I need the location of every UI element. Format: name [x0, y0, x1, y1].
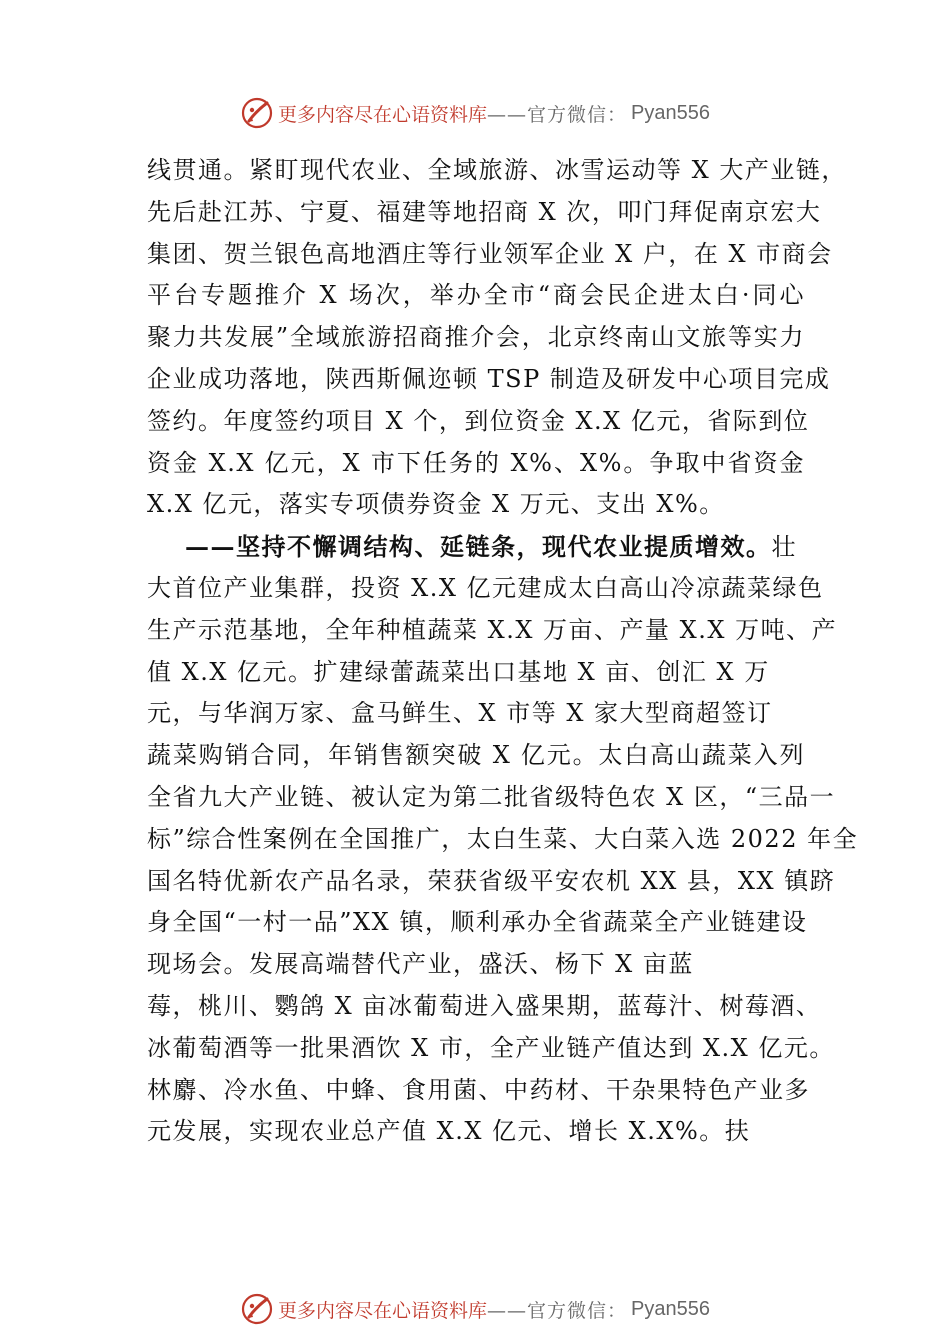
text-line: 值 X.X 亿元。扩建绿蕾蔬菜出口基地 X 亩、创汇 X 万 [147, 657, 770, 686]
text-line: 元发展，实现农业总产值 X.X 亿元、增长 X.X%。扶 [147, 1117, 751, 1146]
text-line: 现场会。发展高端替代产业，盛沃、杨下 X 亩蓝 [147, 950, 694, 979]
text-line: 冰葡萄酒等一批果酒饮 X 市，全产业链产值达到 X.X 亿元。 [147, 1033, 835, 1062]
banner-wechat-id: Pyan556 [631, 1297, 710, 1320]
banner-subtitle: ——官方微信： [487, 103, 628, 126]
document-body [147, 150, 859, 1153]
text-line: 林麝、冷水鱼、中蜂、食用菌、中药材、干杂果特色产业多 [147, 1075, 810, 1104]
paragraph-2 [147, 526, 859, 1153]
heading-tail: 壮 [771, 533, 797, 562]
text-line: 先后赴江苏、宁夏、福建等地招商 X 次，叩门拜促南京宏大 [147, 197, 822, 226]
text-line: 线贯通。紧盯现代农业、全域旅游、冰雪运动等 X 大产业链， [147, 156, 847, 184]
text-line: 生产示范基地，全年种植蔬菜 X.X 万亩、产量 X.X 万吨、产 [147, 615, 838, 644]
text-line: 标”综合性案例在全国推广，太白生菜、大白菜入选 2022 年全 [147, 824, 859, 853]
text-line: 企业成功落地，陕西斯佩迩顿 TSP 制造及研发中心项目完成 [147, 364, 831, 393]
paragraph-1 [147, 150, 847, 526]
text-line: 资金 X.X 亿元，X 市下任务的 X%、X%。争取中省资金 [147, 448, 805, 477]
text-line: 大首位产业集群，投资 X.X 亿元建成太白高山冷凉蔬菜绿色 [147, 573, 824, 602]
text-line: 聚力共发展”全域旅游招商推介会，北京终南山文旅等实力 [147, 323, 805, 352]
text-line: 国名特优新农产品名录，荣获省级平安农机 XX 县，XX 镇跻 [147, 866, 836, 895]
paragraph-heading-line [147, 526, 805, 568]
text-line: 蔬菜购销合同，年销售额突破 X 亿元。太白高山蔬菜入列 [147, 741, 805, 770]
brush-logo-icon [240, 96, 274, 130]
text-line: 平台专题推介 X 场次，举办全市“商会民企进太白·同心 [147, 281, 805, 310]
footer-watermark-banner [0, 1289, 950, 1329]
paragraph-heading: ——坚持不懈调结构、延链条，现代农业提质增效。 [185, 532, 772, 562]
text-line: X.X 亿元，落实专项债券资金 X 万元、支出 X%。 [147, 490, 725, 519]
banner-title: 更多内容尽在心语资料库 [278, 103, 488, 126]
banner-wechat-id: Pyan556 [631, 101, 710, 124]
text-line: 元，与华润万家、盒马鲜生、X 市等 X 家大型商超签订 [147, 699, 773, 728]
text-line: 集团、贺兰银色高地酒庄等行业领军企业 X 户，在 X 市商会 [147, 239, 833, 268]
text-line: 签约。年度签约项目 X 个，到位资金 X.X 亿元，省际到位 [147, 406, 810, 435]
header-watermark-banner [0, 93, 950, 133]
banner-title: 更多内容尽在心语资料库 [278, 1299, 488, 1322]
brush-logo-icon [240, 1292, 274, 1326]
text-line: 莓，桃川、鹦鸽 X 亩冰葡萄进入盛果期，蓝莓汁、树莓酒、 [147, 991, 822, 1020]
text-line: 身全国“一村一品”XX 镇，顺利承办全省蔬菜全产业链建设 [147, 908, 808, 937]
text-line: 全省九大产业链、被认定为第二批省级特色农 X 区，“三品一 [147, 782, 836, 811]
banner-subtitle: ——官方微信： [487, 1299, 628, 1322]
